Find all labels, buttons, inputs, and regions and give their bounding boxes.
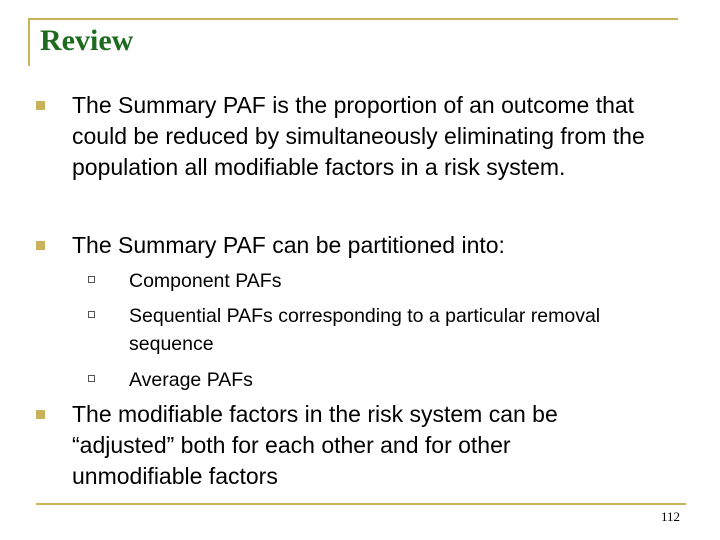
bullet-item (72, 399, 602, 492)
bullet-item (72, 230, 692, 261)
sub-bullet-text: Average PAFs (129, 369, 253, 391)
square-bullet-icon (36, 410, 45, 419)
hollow-square-bullet-icon (88, 276, 95, 283)
slide-title: Review (40, 24, 134, 57)
square-bullet-icon (36, 101, 45, 110)
hollow-square-bullet-icon (88, 311, 95, 318)
sub-bullet-text: Sequential PAFs corresponding to a particular removal sequence (129, 305, 601, 355)
page-number: 112 (660, 509, 680, 524)
sub-bullet-item (129, 366, 649, 394)
sub-bullet-item (129, 302, 629, 358)
square-bullet-icon (36, 241, 45, 250)
bullet-text: The Summary PAF is the proportion of an outcome that could be reduced by simultaneously eliminating from the population all modifiable factors in a risk system. (72, 92, 645, 180)
footer-divider (36, 503, 686, 505)
hollow-square-bullet-icon (88, 375, 95, 382)
bullet-item (72, 90, 692, 183)
bullet-text: The modifiable factors in the risk system can be “adjusted” both for each other and for other unmodifiable factors (72, 401, 558, 489)
bullet-text: The Summary PAF can be partitioned into: (72, 232, 505, 258)
sub-bullet-item (129, 267, 649, 295)
sub-bullet-text: Component PAFs (129, 270, 282, 292)
